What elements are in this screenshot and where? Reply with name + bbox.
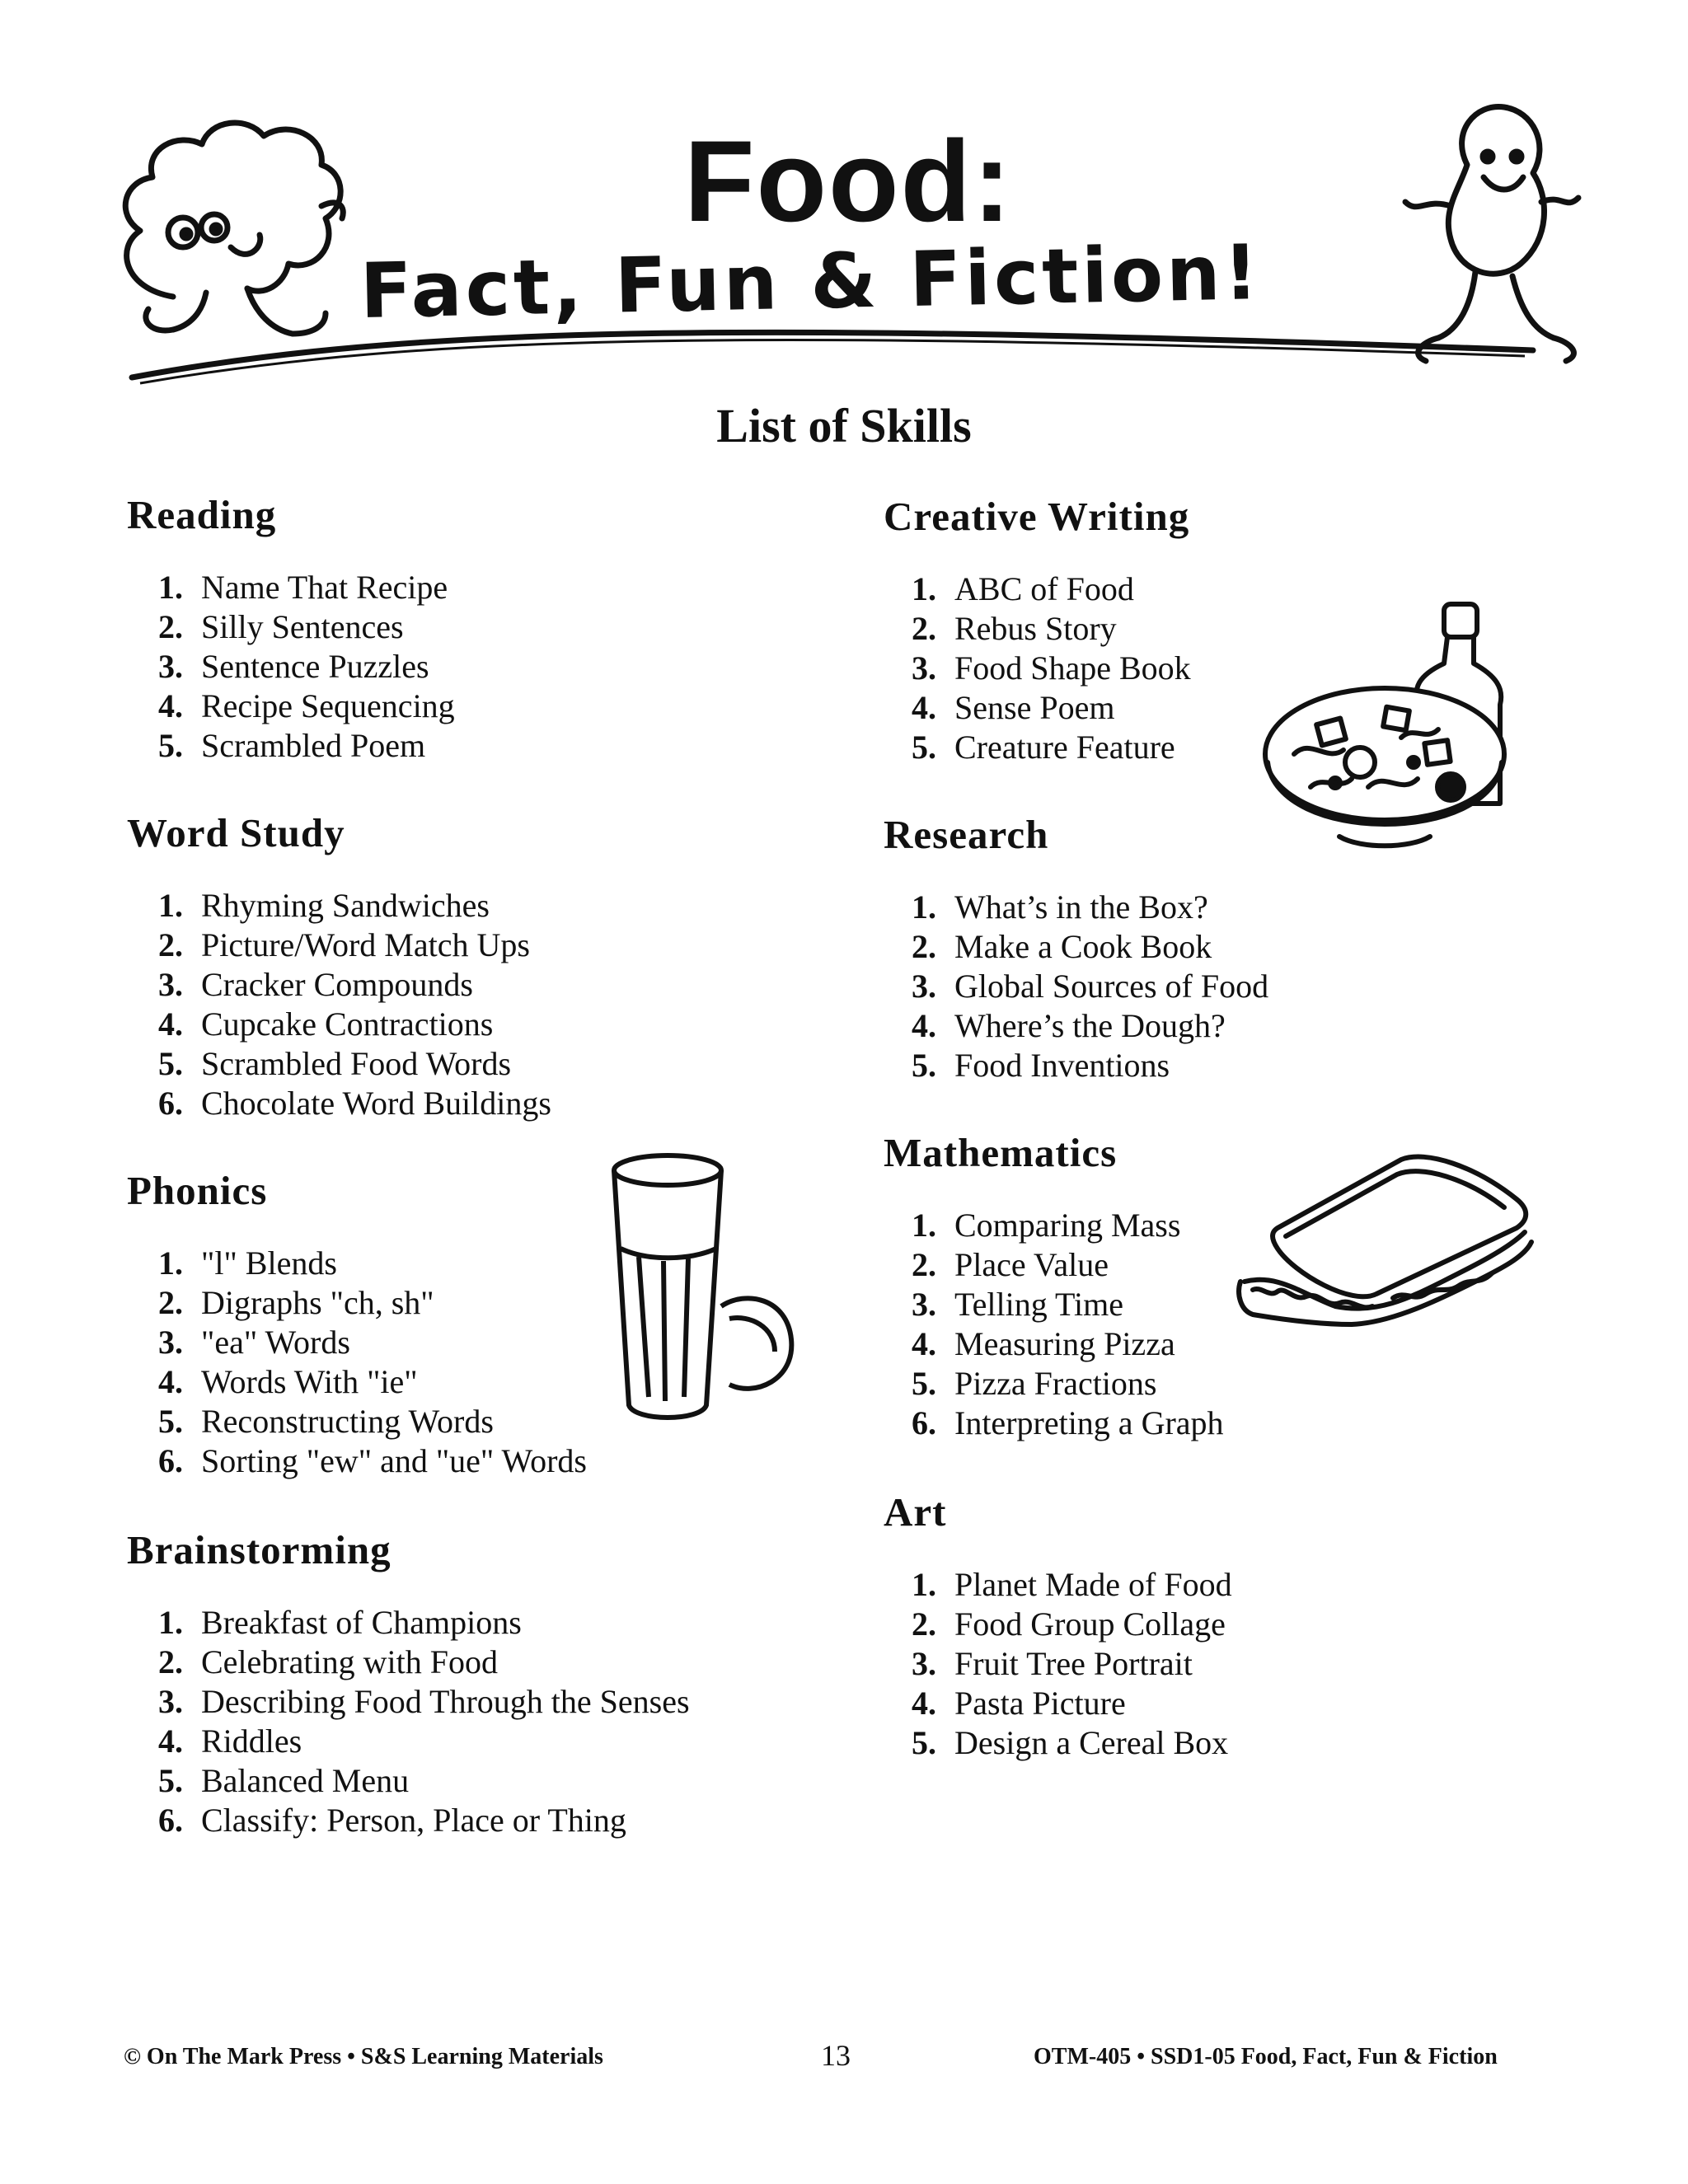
list-item: 4. Words With "ie" [158,1363,418,1400]
list-item: 2. Make a Cook Book [912,928,1212,965]
skill-list [895,1206,1224,1443]
list-item: 2. Rebus Story [912,610,1117,647]
list-item: 1. Name That Recipe [158,569,448,606]
section-brainstorming [127,1527,690,1840]
section-title: Art [884,1489,947,1535]
list-item: 3. Telling Time [912,1286,1124,1323]
list-item: 1. ABC of Food [912,570,1134,607]
juice-glass-and-orange-illustration [606,1150,812,1430]
sandwich-illustration [1228,1150,1541,1331]
list-item: 5. Design a Cereal Box [912,1724,1229,1761]
skill-list [142,1244,587,1481]
page-title: Food: [684,116,1013,246]
skill-list [142,568,455,766]
salad-bowl-and-dressing-illustration [1261,598,1558,894]
section-title: Word Study [127,810,345,855]
section-title: Research [884,812,1049,857]
skill-list [895,569,1191,767]
list-item: 3. "ea" Words [158,1324,350,1361]
list-item: 1. What’s in the Box? [912,888,1208,926]
section-title: Phonics [127,1168,268,1213]
list-item: 2. Silly Sentences [158,608,404,645]
list-item: 2. Digraphs "ch, sh" [158,1284,434,1321]
skill-list [142,1603,690,1840]
list-item: 2. Food Group Collage [912,1605,1226,1643]
list-item: 4. Pasta Picture [912,1685,1126,1722]
skill-list [142,886,551,1123]
list-item: 4. Measuring Pizza [912,1325,1175,1362]
skill-list [895,1565,1232,1763]
list-item: 1. Rhyming Sandwiches [158,887,490,924]
list-of-skills-heading: List of Skills [716,399,972,452]
list-item: 5. Creature Feature [912,729,1175,766]
list-item: 3. Global Sources of Food [912,968,1269,1005]
skill-list [895,888,1268,1085]
section-research [884,814,1268,1085]
list-item: 5. Scrambled Food Words [158,1045,512,1082]
section-title: Brainstorming [127,1527,392,1572]
footer-copyright: © On The Mark Press • S&S Learning Materials [124,2044,603,2069]
section-art [884,1489,1232,1763]
list-item: 5. Food Inventions [912,1047,1170,1084]
list-item: 6. Interpreting a Graph [912,1404,1224,1441]
list-item: 3. Food Shape Book [912,649,1191,687]
list-item: 1. "l" Blends [158,1244,337,1282]
peanut-character-illustration [1405,107,1578,361]
section-mathematics [884,1132,1224,1443]
list-item: 2. Celebrating with Food [158,1643,498,1680]
list-item: 5. Pizza Fractions [912,1365,1157,1402]
section-reading [127,494,455,766]
page-subtitle: Fact, Fun & Fiction! [359,228,1263,335]
list-item: 3. Sentence Puzzles [158,648,429,685]
broccoli-character-illustration [125,123,343,334]
list-item: 5. Scrambled Poem [158,727,426,764]
page-number: 13 [821,2039,851,2072]
list-item: 6. Chocolate Word Buildings [158,1085,551,1122]
section-title: Mathematics [884,1130,1118,1175]
list-item: 4. Riddles [158,1722,302,1760]
list-item: 2. Place Value [912,1246,1109,1283]
list-item: 2. Picture/Word Match Ups [158,926,530,963]
list-item: 1. Comparing Mass [912,1207,1181,1244]
list-item: 4. Cupcake Contractions [158,1005,494,1043]
list-item: 1. Planet Made of Food [912,1566,1232,1603]
list-item: 5. Balanced Menu [158,1762,410,1799]
list-item: 1. Breakfast of Champions [158,1604,522,1641]
section-title: Reading [127,492,277,537]
footer-publication-id: OTM-405 • SSD1-05 Food, Fact, Fun & Fiction [1034,2044,1498,2069]
list-item: 4. Sense Poem [912,689,1115,726]
section-word-study [127,810,551,1123]
list-item: 6. Sorting "ew" and "ue" Words [158,1442,587,1479]
section-phonics [127,1170,587,1481]
list-item: 3. Describing Food Through the Senses [158,1683,690,1720]
list-item: 6. Classify: Person, Place or Thing [158,1802,626,1839]
list-item: 3. Fruit Tree Portrait [912,1645,1193,1682]
list-item: 3. Cracker Compounds [158,966,473,1003]
section-creative-writing [884,496,1191,767]
section-title: Creative Writing [884,494,1190,539]
list-item: 4. Where’s the Dough? [912,1007,1226,1044]
list-item: 4. Recipe Sequencing [158,687,455,724]
list-item: 5. Reconstructing Words [158,1403,494,1440]
